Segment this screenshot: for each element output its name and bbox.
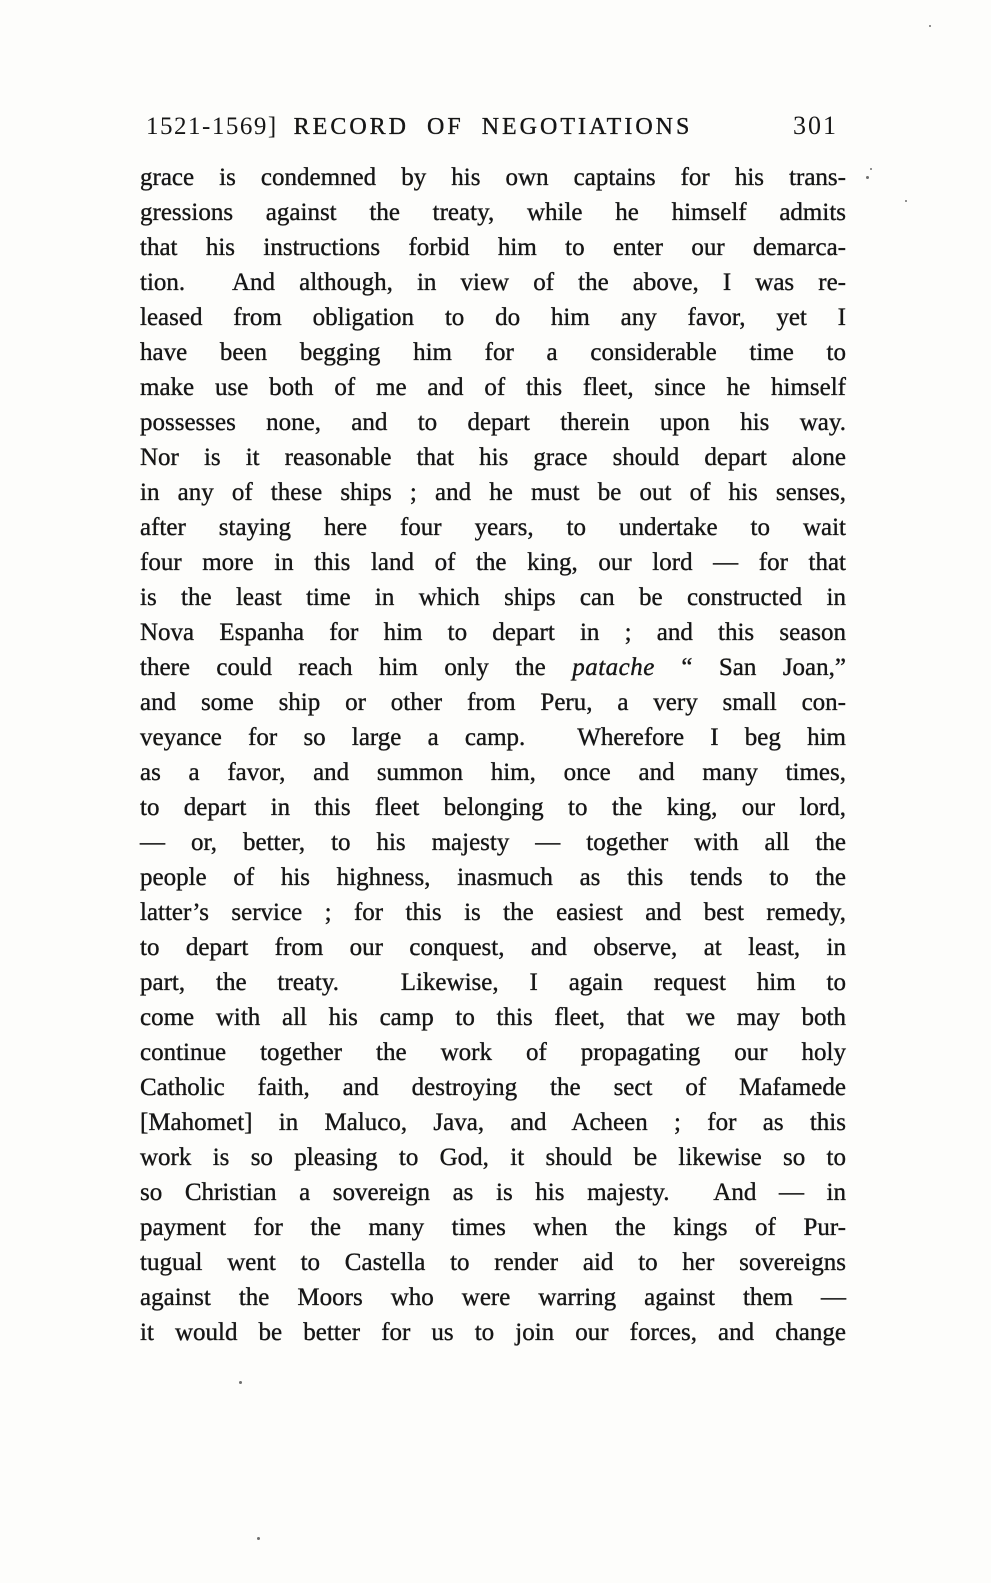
text-line: Nova Espanha for him to depart in ; and this season [140, 619, 846, 646]
text-line: work is so pleasing to God, it should be likewise so to [140, 1144, 846, 1171]
scan-speck [929, 25, 931, 27]
text-line: to depart in this fleet belonging to the king, our lord, [140, 794, 846, 821]
text-line: against the Moors who were warring against them — [140, 1284, 846, 1311]
text-line: [Mahomet] in Maluco, Java, and Acheen ; for as this [140, 1109, 846, 1136]
text-line: Catholic faith, and destroying the sect of Mafamede [140, 1074, 846, 1101]
text-line: as a favor, and summon him, once and many times, [140, 759, 846, 786]
text-line: latter’s service ; for this is the easiest and best remedy, [140, 899, 846, 926]
scan-speck [870, 168, 872, 170]
text-line: there could reach him only the patache “ San Joan,” [140, 654, 846, 681]
text-line: part, the treaty. Likewise, I again request him to [140, 969, 846, 996]
page-number: 301 [793, 111, 838, 140]
text-line: — or, better, to his majesty — together with all the [140, 829, 846, 856]
scan-speck [239, 1381, 242, 1384]
text-line: that his instructions forbid him to enter our demarca- [140, 234, 846, 261]
text-line: so Christian a sovereign as is his majesty. And — in [140, 1179, 846, 1206]
text-line: people of his highness, inasmuch as this tends to the [140, 864, 846, 891]
scan-speck [866, 176, 869, 179]
page-body-text [140, 160, 846, 1350]
text-line: gressions against the treaty, while he himself admits [140, 199, 846, 226]
text-line: it would be better for us to join our forces, and change [140, 1319, 846, 1346]
text-line: possesses none, and to depart therein upon his way. [140, 409, 846, 436]
text-line: come with all his camp to this fleet, that we may both [140, 1004, 846, 1031]
text-line: grace is condemned by his own captains for his trans- [140, 164, 846, 191]
header-date-range: 1521-1569] [146, 113, 278, 140]
text-line: tugual went to Castella to render aid to her sovereigns [140, 1249, 846, 1276]
text-line: and some ship or other from Peru, a very small con- [140, 689, 846, 716]
text-line: continue together the work of propagating our holy [140, 1039, 846, 1066]
text-line: make use both of me and of this fleet, since he himself [140, 374, 846, 401]
running-title: RECORD OF NEGOTIATIONS [293, 114, 693, 140]
page-header [140, 101, 846, 141]
scan-speck [905, 200, 907, 202]
text-line: payment for the many times when the kings of Pur- [140, 1214, 846, 1241]
text-line: is the least time in which ships can be constructed in [140, 584, 846, 611]
text-line: four more in this land of the king, our lord — for that [140, 549, 846, 576]
text-line: to depart from our conquest, and observe, at least, in [140, 934, 846, 961]
text-line: veyance for so large a camp. Wherefore I beg him [140, 724, 846, 751]
text-line: tion. And although, in view of the above, I was re- [140, 269, 846, 296]
text-line: after staying here four years, to undertake to wait [140, 514, 846, 541]
text-line: Nor is it reasonable that his grace should depart alone [140, 444, 846, 471]
text-line: leased from obligation to do him any favor, yet I [140, 304, 846, 331]
scan-speck [257, 1537, 260, 1540]
text-line: in any of these ships ; and he must be out of his senses, [140, 479, 846, 506]
text-line: have been begging him for a considerable time to [140, 339, 846, 366]
